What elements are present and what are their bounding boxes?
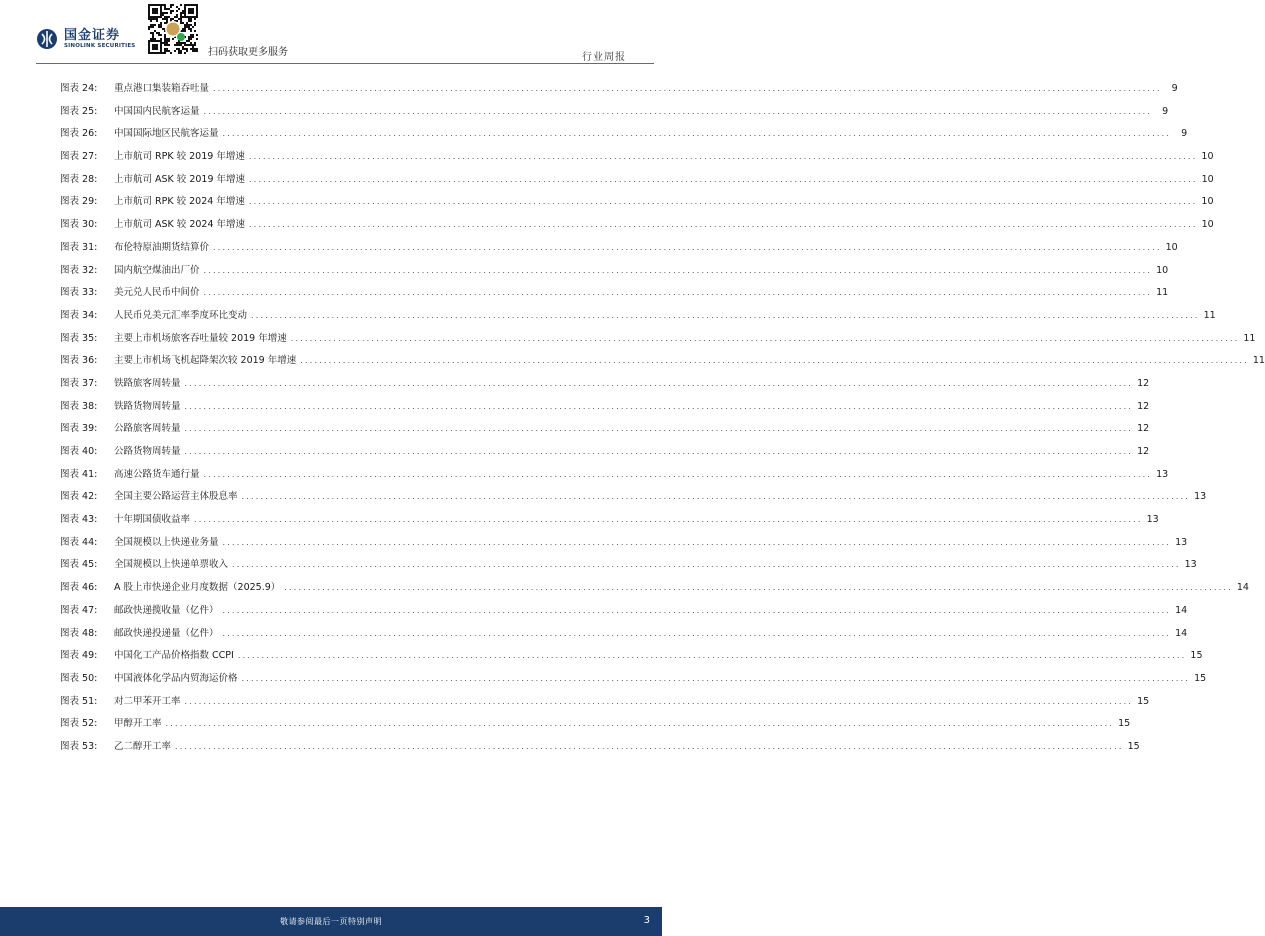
toc-leader-dots: ........................................................................................................................................................................................................ [213, 84, 1162, 93]
toc-entry[interactable] [60, 625, 1188, 648]
toc-entry-label: 图表 46: [60, 582, 98, 594]
toc-entry-title: 邮政快递投递量（亿件） [114, 627, 219, 639]
toc-entry-title: 邮政快递揽收量（亿件） [114, 604, 219, 616]
report-type-label: 行业周报 [582, 52, 626, 63]
toc-entry-title: A 股上市快递企业月度数据（2025.9） [114, 582, 281, 594]
toc-leader-dots: ........................................................................................................................................................................................................ [222, 605, 1172, 615]
toc-entry-page: 13 [1184, 559, 1197, 571]
toc-entry[interactable] [60, 738, 1140, 761]
toc-leader-dots: ........................................................................................................................................................................................................ [203, 106, 1153, 116]
toc-entry-page: 14 [1175, 604, 1188, 616]
toc-entry-label: 图表 33: [60, 287, 98, 299]
toc-entry-label: 图表 45: [60, 559, 98, 571]
toc-entry[interactable] [60, 330, 1256, 353]
company-logo[interactable] [36, 28, 135, 50]
toc-entry[interactable] [60, 715, 1131, 738]
toc-leader-dots: ........................................................................................................................................................................................................ [194, 515, 1143, 525]
toc-entry-title: 主要上市机场旅客吞吐量较 2019 年增速 [114, 332, 287, 344]
toc-entry-label: 图表 36: [60, 355, 98, 367]
toc-leader-dots: ........................................................................................................................................................................................................ [184, 378, 1134, 388]
toc-entry-label: 图表 35: [60, 332, 98, 344]
toc-entry-label: 图表 50: [60, 672, 98, 684]
toc-entry-label: 图表 48: [60, 627, 98, 639]
toc-leader-dots: ........................................................................................................................................................................................................ [300, 356, 1249, 366]
toc-leader-dots: ........................................................................................................................................................................................................ [241, 492, 1191, 502]
toc-entry[interactable] [60, 693, 1150, 716]
toc-entry-label: 图表 47: [60, 604, 98, 616]
toc-entry[interactable] [60, 239, 1178, 262]
toc-entry[interactable] [60, 488, 1207, 511]
toc-leader-dots: ........................................................................................................................................................................................................ [184, 696, 1134, 706]
toc-entry-label: 图表 32: [60, 264, 98, 276]
toc-entry-title: 主要上市机场飞机起降架次较 2019 年增速 [114, 355, 297, 367]
toc-entry-title: 美元兑人民币中间价 [114, 287, 200, 299]
toc-entry-page: 10 [1201, 173, 1214, 185]
toc-entry-label: 图表 26: [60, 128, 98, 140]
toc-entry-title: 高速公路货车通行量 [114, 468, 200, 480]
toc-leader-dots: ........................................................................................................................................................................................................ [222, 537, 1172, 547]
toc-entry-title: 人民币兑美元汇率季度环比变动 [114, 309, 248, 321]
logo-english-name: SINOLINK SECURITIES [64, 42, 136, 49]
logo-chinese-name: 国金证券 [64, 27, 121, 43]
toc-entry-page: 15 [1194, 672, 1207, 684]
toc-entry-label: 图表 38: [60, 400, 98, 412]
toc-entry-page: 12 [1137, 377, 1150, 389]
toc-entry-label: 图表 37: [60, 377, 98, 389]
toc-entry-page: 15 [1137, 695, 1150, 707]
toc-entry-title: 国内航空煤油出厂价 [114, 264, 200, 276]
toc-entry-page: 9 [1171, 83, 1178, 94]
toc-entry-title: 重点港口集装箱吞吐量 [114, 83, 210, 94]
toc-entry-title: 中国化工产品价格指数 CCPI [114, 650, 234, 662]
toc-entry-label: 图表 52: [60, 718, 98, 730]
toc-entry-page: 13 [1146, 514, 1159, 526]
toc-entry-label: 图表 25: [60, 105, 98, 117]
toc-entry-label: 图表 51: [60, 695, 98, 707]
page-number: 3 [643, 915, 650, 926]
toc-entry-title: 布伦特原油期货结算价 [114, 241, 210, 253]
toc-entry-title: 全国规模以上快递业务量 [114, 536, 219, 548]
toc-entry-page: 12 [1137, 400, 1150, 412]
toc-leader-dots: ........................................................................................................................................................................................................ [248, 152, 1198, 162]
toc-entry-page: 15 [1118, 718, 1131, 730]
toc-entry-label: 图表 31: [60, 241, 98, 253]
toc-entry[interactable] [60, 148, 1214, 171]
toc-entry-title: 中国国际地区民航客运量 [114, 128, 219, 140]
toc-entry[interactable] [60, 375, 1150, 398]
toc-entry-title: 对二甲苯开工率 [114, 695, 181, 707]
toc-leader-dots: ........................................................................................................................................................................................................ [175, 741, 1124, 751]
toc-leader-dots: ........................................................................................................................................................................................................ [203, 288, 1153, 298]
toc-entry-title: 乙二醇开工率 [114, 740, 172, 752]
toc-leader-dots: ........................................................................................................................................................................................................ [184, 401, 1134, 411]
toc-entry[interactable] [60, 579, 1249, 602]
toc-leader-dots: ........................................................................................................................................................................................................ [237, 651, 1187, 661]
toc-leader-dots: ........................................................................................................................................................................................................ [203, 265, 1153, 275]
toc-entry[interactable] [60, 307, 1216, 330]
qr-code-icon[interactable] [148, 4, 198, 54]
toc-entry-page: 12 [1137, 423, 1150, 435]
toc-entry-title: 上市航司 ASK 较 2019 年增速 [114, 173, 246, 185]
toc-entry-page: 10 [1201, 151, 1214, 163]
toc-entry-label: 图表 42: [60, 491, 98, 503]
toc-leader-dots: ........................................................................................................................................................................................................ [232, 560, 1181, 570]
toc-entry-page: 10 [1201, 196, 1214, 208]
toc-entry-page: 13 [1175, 536, 1188, 548]
toc-leader-dots: ........................................................................................................................................................................................................ [203, 469, 1153, 479]
toc-leader-dots: ........................................................................................................................................................................................................ [251, 310, 1200, 320]
toc-entry-title: 公路旅客周转量 [114, 423, 181, 435]
toc-entry[interactable] [60, 511, 1159, 534]
toc-entry-page: 11 [1243, 332, 1256, 344]
toc-entry-title: 中国液体化学品内贸海运价格 [114, 672, 238, 684]
toc-entry-label: 图表 27: [60, 151, 98, 163]
toc-entry[interactable] [60, 193, 1214, 216]
toc-entry-label: 图表 34: [60, 309, 98, 321]
toc-leader-dots: ........................................................................................................................................................................................................ [222, 129, 1172, 139]
toc-leader-dots: ........................................................................................................................................................................................................ [165, 719, 1115, 729]
toc-leader-dots: ........................................................................................................................................................................................................ [241, 673, 1191, 683]
toc-entry-page: 14 [1175, 627, 1188, 639]
toc-entry[interactable] [60, 103, 1169, 126]
toc-entry-page: 15 [1127, 740, 1140, 752]
toc-entry-page: 9 [1162, 105, 1169, 117]
toc-entry-label: 图表 44: [60, 536, 98, 548]
toc-entry[interactable] [60, 466, 1169, 489]
toc-entry[interactable] [60, 262, 1169, 285]
toc-entry-page: 12 [1137, 446, 1150, 457]
toc-entry[interactable] [60, 171, 1214, 194]
toc-entry-title: 上市航司 ASK 较 2024 年增速 [114, 219, 246, 231]
toc-entry[interactable] [60, 647, 1203, 670]
toc-entry-label: 图表 53: [60, 740, 98, 752]
toc-entry-label: 图表 29: [60, 196, 98, 208]
toc-leader-dots: ........................................................................................................................................................................................................ [249, 174, 1198, 184]
sinolink-logo-icon [36, 28, 58, 50]
header-divider [36, 63, 654, 64]
page-footer [0, 907, 662, 936]
toc-entry[interactable] [60, 284, 1169, 307]
toc-entry-label: 图表 39: [60, 423, 98, 435]
figure-list [60, 80, 1265, 761]
toc-entry-title: 公路货物周转量 [114, 446, 181, 457]
toc-leader-dots: ........................................................................................................................................................................................................ [184, 447, 1134, 456]
toc-entry-title: 全国主要公路运营主体股息率 [114, 491, 238, 503]
toc-entry-page: 10 [1201, 219, 1214, 231]
toc-leader-dots: ........................................................................................................................................................................................................ [222, 628, 1172, 638]
toc-leader-dots: ........................................................................................................................................................................................................ [290, 333, 1240, 343]
toc-entry-label: 图表 28: [60, 173, 98, 185]
toc-entry-page: 14 [1236, 582, 1249, 594]
toc-entry[interactable] [60, 556, 1197, 579]
toc-entry-title: 全国规模以上快递单票收入 [114, 559, 229, 571]
toc-entry-page: 11 [1203, 309, 1216, 321]
toc-entry-title: 铁路货物周转量 [114, 400, 181, 412]
page-header [0, 0, 662, 66]
toc-leader-dots: ........................................................................................................................................................................................................ [213, 242, 1162, 252]
toc-entry-title: 上市航司 RPK 较 2024 年增速 [114, 196, 245, 208]
toc-entry-page: 13 [1194, 491, 1207, 503]
toc-entry[interactable] [60, 125, 1188, 148]
toc-entry-page: 10 [1156, 264, 1169, 276]
toc-entry-title: 铁路旅客周转量 [114, 377, 181, 389]
toc-entry-page: 10 [1165, 241, 1178, 253]
toc-entry-label: 图表 40: [60, 446, 98, 457]
toc-entry-page: 11 [1252, 355, 1265, 367]
toc-entry-title: 十年期国债收益率 [114, 514, 191, 526]
toc-entry[interactable] [60, 420, 1150, 443]
toc-entry-page: 15 [1190, 650, 1203, 662]
toc-entry-label: 图表 43: [60, 514, 98, 526]
footer-disclaimer: 敬请参阅最后一页特别声明 [280, 917, 382, 926]
toc-entry-title: 上市航司 RPK 较 2019 年增速 [114, 151, 245, 163]
toc-entry[interactable] [60, 80, 1178, 103]
toc-entry-label: 图表 24: [60, 83, 98, 94]
toc-entry[interactable] [60, 443, 1150, 466]
toc-entry[interactable] [60, 602, 1188, 625]
toc-entry-page: 9 [1181, 128, 1188, 140]
toc-entry-title: 甲醇开工率 [114, 718, 162, 730]
toc-entry-label: 图表 30: [60, 219, 98, 231]
toc-entry-page: 11 [1156, 287, 1169, 299]
toc-leader-dots: ........................................................................................................................................................................................................ [284, 583, 1233, 593]
toc-entry[interactable] [60, 534, 1188, 557]
toc-leader-dots: ........................................................................................................................................................................................................ [184, 424, 1134, 434]
toc-entry-page: 13 [1156, 468, 1169, 480]
toc-entry-title: 中国国内民航客运量 [114, 105, 200, 117]
toc-entry[interactable] [60, 670, 1207, 693]
toc-entry[interactable] [60, 398, 1150, 421]
scan-prompt: 扫码获取更多服务 [208, 47, 288, 58]
toc-leader-dots: ........................................................................................................................................................................................................ [249, 220, 1198, 230]
toc-entry-label: 图表 41: [60, 468, 98, 480]
toc-leader-dots: ........................................................................................................................................................................................................ [248, 197, 1198, 207]
toc-entry[interactable] [60, 352, 1265, 375]
toc-entry-label: 图表 49: [60, 650, 98, 662]
toc-entry[interactable] [60, 216, 1214, 239]
